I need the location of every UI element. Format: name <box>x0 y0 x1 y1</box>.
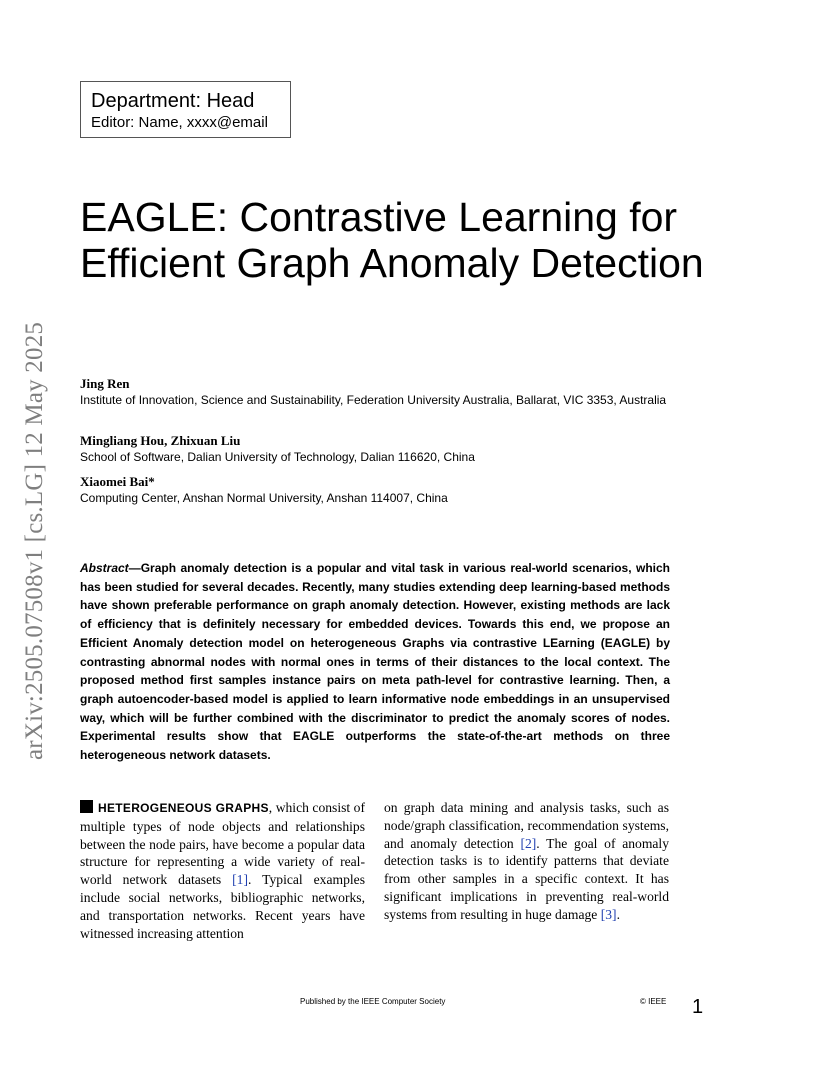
page-number: 1 <box>692 996 704 1018</box>
abstract <box>80 559 670 765</box>
author-affiliation: Computing Center, Anshan Normal University, Anshan 114007, China <box>80 491 448 505</box>
department-head: Department: Head <box>91 90 255 112</box>
citation-link[interactable]: [2] <box>520 835 537 851</box>
body-text: , which consist of multiple types of node objects and relationships between the node pairs, have become a popular data structure for representing a wide variety of real-world network datasets <box>80 800 365 888</box>
body-text: . Typical examples include social networks, bibliographic networks, and transportation networks. Recent years have witnessed increasing attention <box>80 872 365 941</box>
citation-link[interactable]: [3] <box>600 906 617 922</box>
abstract-label: Abstract <box>80 561 129 575</box>
body-text: on graph data mining and analysis tasks, such as node/graph classification, recommendation systems, and anomaly detection <box>384 800 669 851</box>
body-column-right <box>384 799 669 924</box>
author-name: Mingliang Hou, Zhixuan Liu <box>80 433 241 448</box>
body-text: . <box>616 906 620 922</box>
paper-title: EAGLE: Contrastive Learning for Efficient Graph Anomaly Detection <box>80 194 704 286</box>
footer-publisher: Published by the IEEE Computer Society <box>300 997 446 1006</box>
author-affiliation: Institute of Innovation, Science and Sustainability, Federation University Australia, Ballarat, VIC 3353, Australia <box>80 393 667 407</box>
body-text: . The goal of anomaly detection tasks is to identify patterns that deviate from other samples in a specific context. It has significant implications in preventing real-world systems from resulting in huge damage <box>384 835 670 922</box>
section-marker-icon <box>80 800 93 813</box>
author-name: Jing Ren <box>80 376 130 391</box>
body-column-left <box>80 799 365 942</box>
author-name: Xiaomei Bai* <box>80 474 155 489</box>
citation-link[interactable]: [1] <box>232 872 249 888</box>
department-box <box>80 81 291 138</box>
author-block <box>80 474 680 506</box>
footer-copyright: © IEEE <box>640 997 667 1006</box>
department-editor: Editor: Name, xxxx@email <box>91 114 268 131</box>
lead-words: HETEROGENEOUS GRAPHS <box>98 801 269 815</box>
author-affiliation: School of Software, Dalian University of Technology, Dalian 116620, China <box>80 450 475 464</box>
author-block <box>80 433 680 465</box>
abstract-text: —Graph anomaly detection is a popular and vital task in various real-world scenarios, which has been studied for several decades. Recently, many studies extending deep learning-based methods have shown preferable performance on graph anomaly detection. However, existing methods are lack of efficiency that is definitely necessary for embedded devices. Towards this end, we propose an Efficient Anomaly detection model on heterogeneous Graphs via contrastive LEarning (EAGLE) by contrasting abnormal nodes with normal ones in terms of their distances to the local context. The proposed method first samples instance pairs on meta path-level for contrastive learning. Then, a graph autoencoder-based model is applied to learn informative node embeddings in an unsupervised way, which will be further combined with the discriminator to predict the anomaly scores of nodes. Experimental results show that EAGLE outperforms the state-of-the-art methods on three heterogeneous network datasets. <box>80 561 670 763</box>
author-block <box>80 376 680 408</box>
arxiv-identifier: arXiv:2505.07508v1 [cs.LG] 12 May 2025 <box>21 321 48 760</box>
